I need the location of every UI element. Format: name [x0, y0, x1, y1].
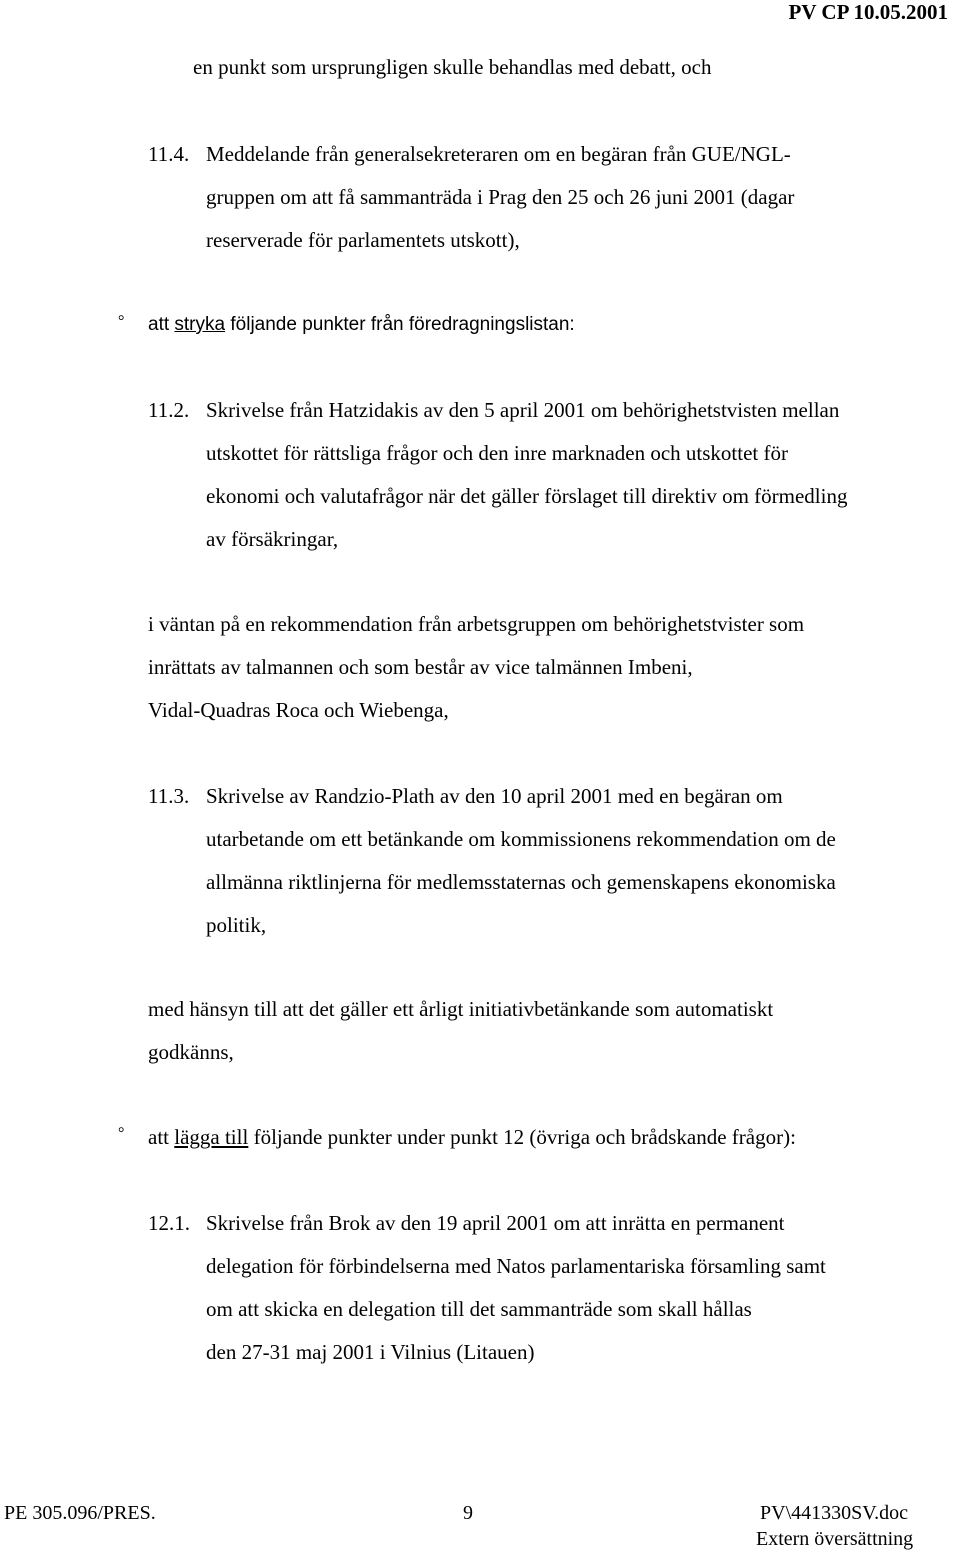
- item-12-1-line: delegation för förbindelserna med Natos parlamentariska församling samt: [206, 1254, 826, 1278]
- item-11-2-line: av försäkringar,: [206, 527, 339, 551]
- item-11-3-line: utarbetande om ett betänkande om kommissionens rekommendation om de: [206, 827, 836, 851]
- item-11-4-line: reserverade för parlamentets utskott),: [206, 228, 520, 252]
- document-reference: PV CP 10.05.2001: [788, 0, 948, 24]
- item-12-1-line: den 27-31 maj 2001 i Vilnius (Litauen): [206, 1340, 535, 1364]
- add-heading-suffix: följande punkter under punkt 12 (övriga och brådskande frågor):: [248, 1125, 796, 1149]
- degree-bullet: °: [118, 1125, 125, 1142]
- item-11-4-line: Meddelande från generalsekreteraren om en begäran från GUE/NGL-: [206, 142, 791, 166]
- remove-heading-underlined: stryka: [174, 314, 226, 335]
- remove-heading-suffix: följande punkter från föredragningslistan:: [225, 314, 575, 335]
- note-line: i väntan på en rekommendation från arbetsgruppen om behörighetstvister som: [148, 612, 805, 636]
- intro-line: en punkt som ursprungligen skulle behandlas med debatt, och: [193, 55, 712, 79]
- degree-bullet: °: [118, 313, 125, 330]
- remove-heading: [148, 311, 575, 339]
- add-heading-prefix: att: [148, 1125, 175, 1149]
- add-heading-underlined: lägga till: [174, 1125, 249, 1149]
- note-line: godkänns,: [148, 1040, 234, 1064]
- item-11-3-line: politik,: [206, 913, 267, 937]
- item-12-1-line: Skrivelse från Brok av den 19 april 2001 om att inrätta en permanent: [206, 1211, 785, 1235]
- item-11-3-line: Skrivelse av Randzio-Plath av den 10 april 2001 med en begäran om: [206, 784, 783, 808]
- item-11-2-line: utskottet för rättsliga frågor och den inre marknaden och utskottet för: [206, 441, 788, 465]
- document-filename: PV\441330SV.doc: [760, 1502, 908, 1524]
- item-11-3-number: 11.3.: [148, 784, 190, 808]
- item-12-1-line: om att skicka en delegation till det sammanträde som skall hållas: [206, 1297, 752, 1321]
- note-line: med hänsyn till att det gäller ett årligt initiativbetänkande som automatiskt: [148, 997, 774, 1021]
- page-number: 9: [463, 1502, 473, 1524]
- item-12-1-number: 12.1.: [148, 1211, 190, 1235]
- footer-reference: PE 305.096/PRES.: [4, 1502, 156, 1524]
- translation-note: Extern översättning: [756, 1528, 914, 1550]
- note-line: Vidal-Quadras Roca och Wiebenga,: [148, 698, 449, 722]
- add-heading: [148, 1123, 796, 1151]
- item-11-2-line: ekonomi och valutafrågor när det gäller förslaget till direktiv om förmedling: [206, 484, 848, 508]
- item-11-2-number: 11.2.: [148, 398, 190, 422]
- item-11-2-line: Skrivelse från Hatzidakis av den 5 april 2001 om behörighetstvisten mellan: [206, 398, 840, 422]
- item-11-3-line: allmänna riktlinjerna för medlemsstaternas och gemenskapens ekonomiska: [206, 870, 836, 894]
- note-line: inrättats av talmannen och som består av vice talmännen Imbeni,: [148, 655, 693, 679]
- item-11-4-line: gruppen om att få sammanträda i Prag den 25 och 26 juni 2001 (dagar: [206, 185, 795, 209]
- item-11-4-number: 11.4.: [148, 142, 190, 166]
- remove-heading-prefix: att: [148, 314, 175, 335]
